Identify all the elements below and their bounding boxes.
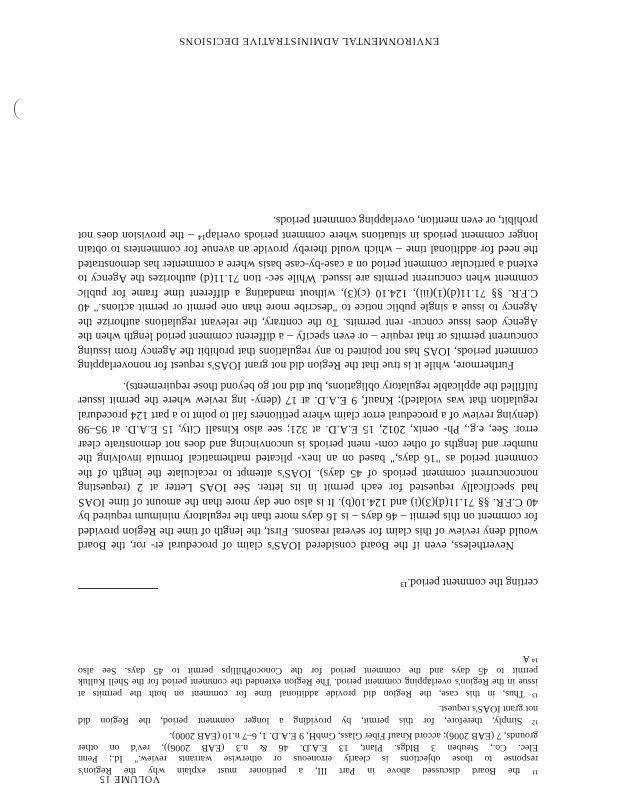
footnote-line: grounds, 7 (EAB 2006); accord Knauf Fiber Glass, GmbH, 9 E.A.D. 1, 6–7 n.10 (EAB 2000).	[169, 730, 538, 742]
scan-bracket-mark	[14, 98, 25, 120]
paragraph-overlapping-periods: Furthermore, while it is true that the Region did not grant IOAS's request for nonoverlapping comment periods, IOAS has not pointed to any regulations that prohibit the Agency from issuing concurrent permits or that require – or even specify – a different comment period length when the Agency does issue concur- rent permits. To the contrary, the relevant regulations authorize the Agency to issue a single public notice to "describe more than one permit or permit actions." 40 C.F.R. §§ 71.11(d)(1)(iii), 124.10 (c)(3), without mandating a different time frame for public comment when concurrent permits are issued. While sec- tion 71.11(d) authorizes the Agency to extend a particular comment period on a case-by-case basis where a commenter has demonstrated the need for additional time – which would thereby provide an avenue for commenters to obtain longer comment periods in situations where comment periods overlap¹⁴ – the provision does not prohibit, or even mention, overlapping comment periods.	[78, 214, 538, 373]
footnote-line: ¹² Simply, therefore, for this permit, by providing a longer comment period, the Region did	[78, 715, 538, 726]
footnote-line: response to those objections is clearly erroneous or otherwise warrants review." Id.; Penn	[78, 753, 538, 765]
footnote-line: Elec. Co., Steuben 3 Bldgs. Plant, 13 E.A.D. 46 & n.3 (EAB 2006)), rev'd on other	[78, 742, 538, 753]
paragraph-continuation: certing the comment period.¹³	[400, 576, 538, 589]
footnote-line: ¹³ Thus, in this case, the Region did provide additional time for comment on both the permits at	[78, 688, 538, 699]
footnote-line: ¹¹ the Board discussed above in Part III, a petitioner must explain why the Region's	[78, 765, 538, 776]
footnote-separator	[78, 588, 158, 589]
page-body	[78, 213, 538, 776]
footnote-12	[78, 703, 538, 726]
footnote-13	[78, 653, 538, 699]
volume-footer: VOLUME 15	[99, 773, 160, 784]
footnote-line: permit to 45 days and the comment period for the ConocoPhillips permit to 45 days. See also	[78, 665, 538, 676]
footnote-line: issue in the Region's overlapping comment period. The Region extended the comment period for the Shell Kulluk	[78, 676, 538, 688]
footnote-11	[78, 730, 538, 776]
footnote-line: ¹⁴ A	[522, 653, 538, 665]
footnote-line: not grant IOAS's request.	[438, 703, 538, 715]
paragraph-procedural-error: Nevertheless, even if the Board considered IOAS's claim of procedural er- ror, the Board would deny review of this claim for several reasons. First, the length of time the Region provided for comment on this permit – 46 days – is 16 days more than the regulatory minimum required by 40 C.F.R. §§ 71.11(d)(3)(i) and 124.10(b). It is also one day more than the amount of time IOAS had specifically requested for each permit in its letter. See IOAS Letter at 2 (requesting nonconcurrent comment periods of 45 days). IOAS's attempt to recalculate the length of the comment period as "16 days," based on an inex- plicated mathematical formula involving the number and lengths of other com- ment periods is unconvincing and does not demonstrate clear error. See, e.g., Ph- oenix, 2012, 15 E.A.D. at 321; see also Kinsall City, 15 E.A.D. at 95–98 (denying review of a procedural error claim where petitioners fail to point to a part 124 procedural regulation that was violated); Knauf, 9 E.A.D. at 17 (deny- ing review where the permit issuer fulfilled the applicable regulatory obligations, but did not go beyond those requirements).	[78, 380, 538, 553]
running-header: ENVIRONMENTAL ADMINISTRATIVE DECISIONS	[178, 35, 440, 46]
